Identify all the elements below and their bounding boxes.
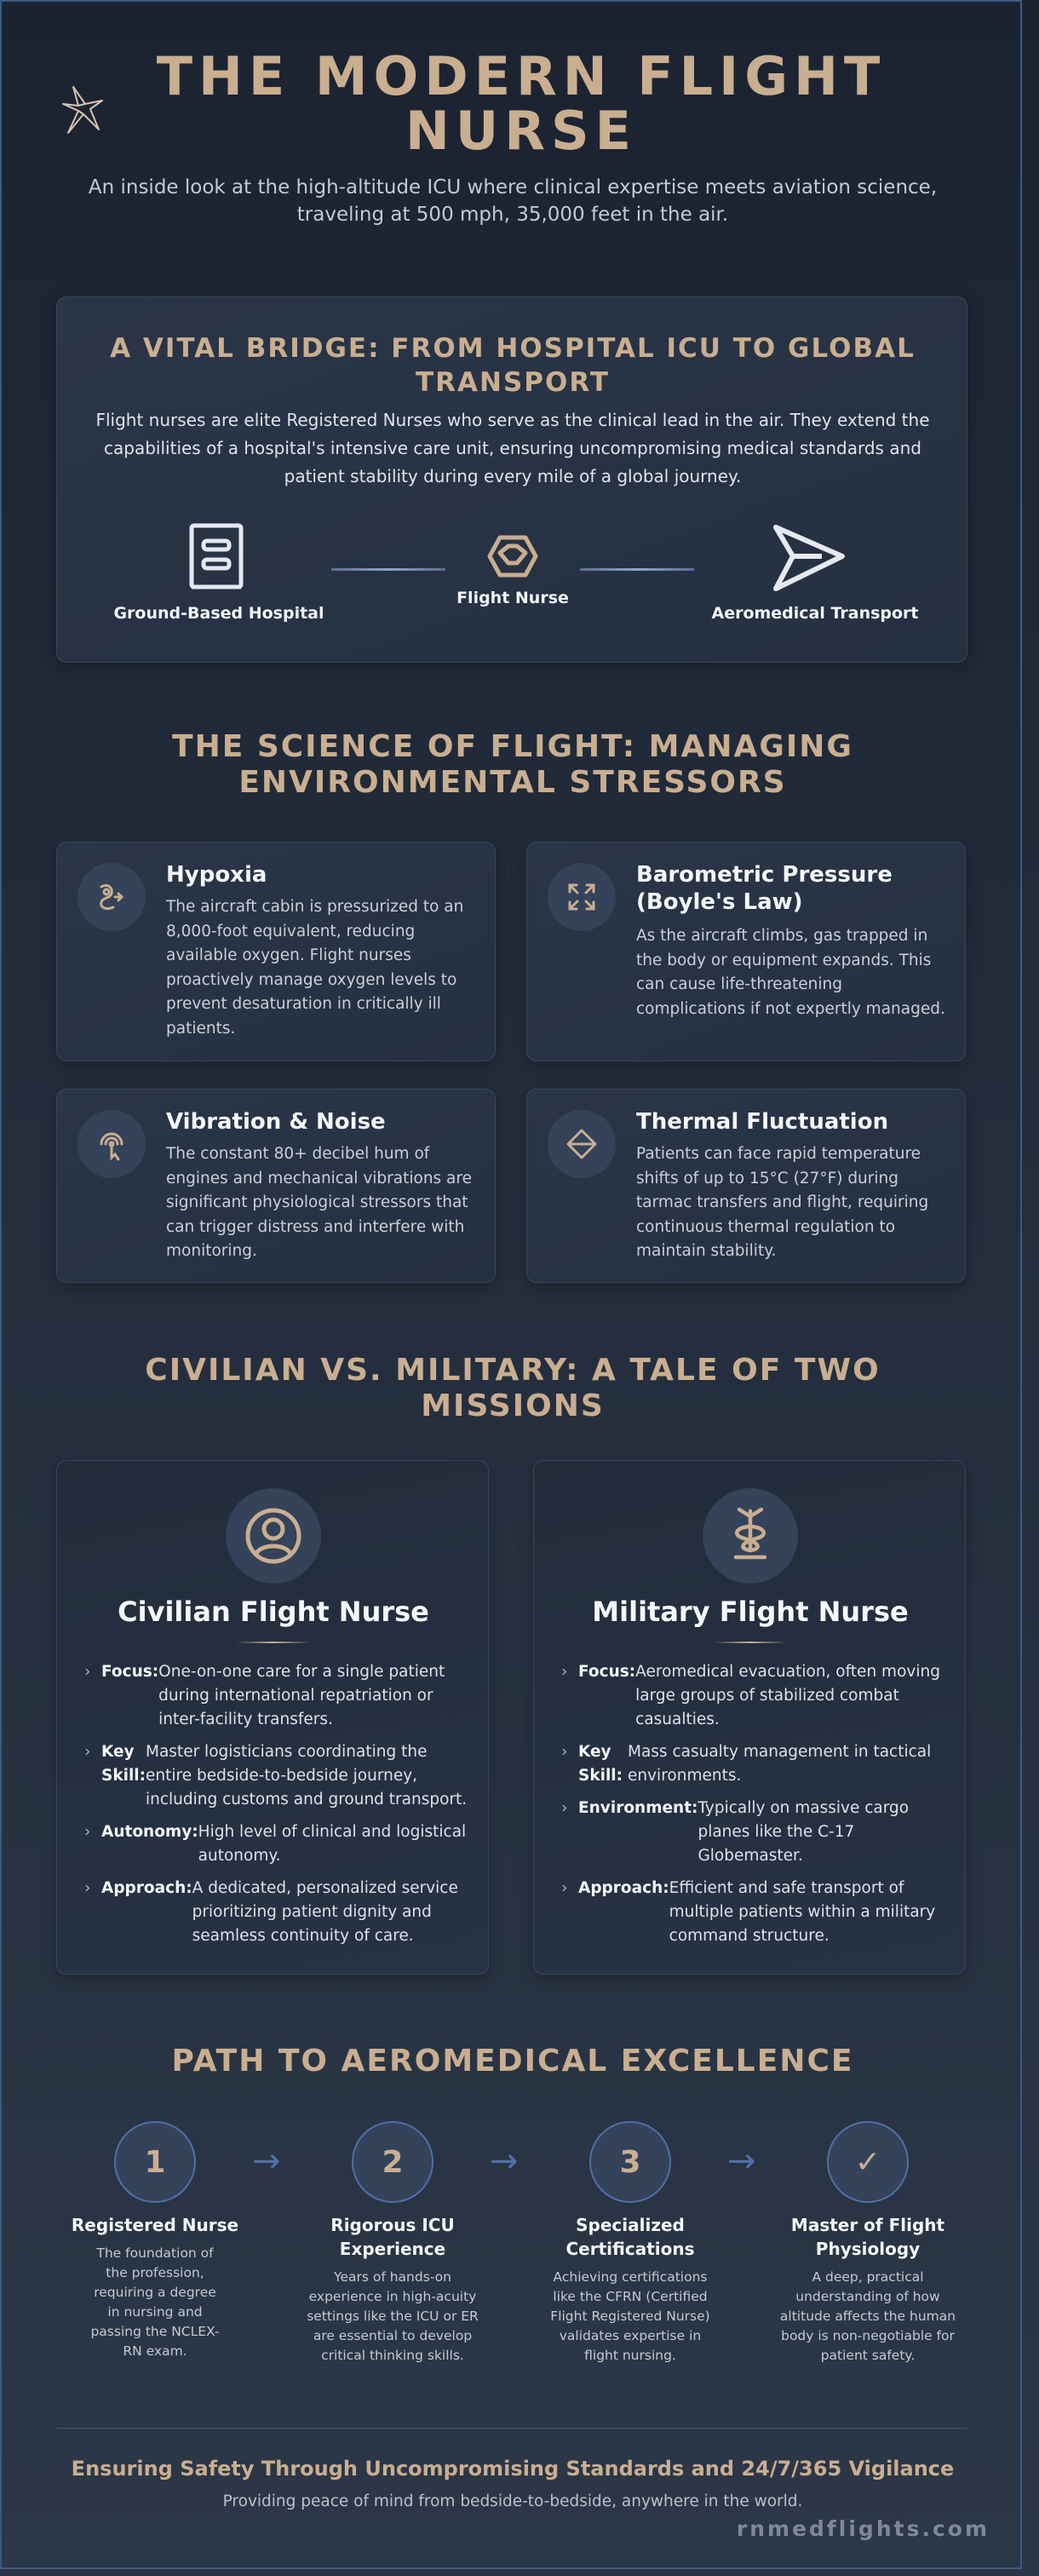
stressor-text: As the aircraft climbs, gas trapped in the body or equipment expands. This can cause life-threatening complications if not expertly managed.	[636, 927, 945, 1018]
chevron-right-icon: ›	[561, 1879, 568, 1897]
page-title: THE MODERN FLIGHT NURSE	[156, 45, 887, 162]
stressor-card-thermal	[526, 1089, 966, 1283]
footer-subtitle: Providing peace of mind from bedside-to-bedside, anywhere in the world.	[222, 2493, 803, 2510]
logo-icon	[56, 83, 106, 138]
flow-connector	[331, 568, 445, 571]
temperature-icon	[548, 1110, 616, 1178]
flow-label-nurse: Flight Nurse	[456, 589, 569, 607]
stressor-card-vibration	[56, 1089, 496, 1283]
military-card	[533, 1460, 966, 1975]
stressor-text: The aircraft cabin is pressurized to an 8,000-foot equivalent, reducing available oxygen. Flight nurses proactively manage oxygen levels to prevent desaturation in critically ill patients.	[166, 898, 464, 1038]
header	[2, 2, 1024, 257]
brand-watermark: rnmedflights.com	[736, 2516, 990, 2541]
civilian-title: Civilian Flight Nurse	[118, 1596, 429, 1628]
civilian-card	[56, 1460, 489, 1975]
plane-icon	[771, 522, 847, 594]
list-item: › Focus: One-on-one care for a single patient during international repatriation or inter-facility transfers.	[84, 1660, 476, 1732]
step-title: Rigorous ICU Experience	[330, 2215, 455, 2259]
chevron-right-icon: ›	[84, 1879, 91, 1897]
chevron-right-icon: ›	[561, 1663, 568, 1681]
footer-title: Ensuring Safety Through Uncompromising Standards and 24/7/365 Vigilance	[71, 2457, 955, 2481]
list-item: › Approach: A dedicated, personalized service prioritizing patient dignity and seamless continuity of care.	[84, 1877, 476, 1948]
arrow-right-icon: →	[252, 2142, 281, 2181]
chevron-right-icon: ›	[84, 1823, 91, 1841]
step-marker: ✓	[827, 2121, 909, 2203]
bridge-title: A VITAL BRIDGE: FROM HOSPITAL ICU TO GLOBAL TRANSPORT	[110, 333, 916, 398]
list-item: › Environment: Typically on massive cargo planes like the C-17 Globemaster.	[561, 1797, 953, 1868]
stressor-title: Hypoxia	[166, 862, 267, 888]
chevron-right-icon: ›	[84, 1743, 91, 1761]
stressor-title: Barometric Pressure (Boyle's Law)	[636, 862, 893, 915]
title-divider	[713, 1642, 788, 1643]
page-subtitle: An inside look at the high-altitude ICU where clinical expertise meets aviation science, traveling at 500 mph, 35,000 feet in the air.	[88, 176, 938, 226]
list-item: › Focus: Aeromedical evacuation, often moving large groups of stabilized combat casualties.	[561, 1660, 953, 1732]
title-divider	[236, 1642, 311, 1643]
step-title: Registered Nurse	[71, 2215, 239, 2235]
military-insignia-icon	[703, 1488, 798, 1584]
step-text: A deep, practical understanding of how altitude affects the human body is non-negotiable for patient safety.	[779, 2269, 956, 2363]
stressor-text: The constant 80+ decibel hum of engines and mechanical vibrations are significant physiological stressors that can trigger distress and interfere with monitoring.	[166, 1145, 472, 1260]
step-title: Master of Flight Physiology	[790, 2215, 945, 2259]
hospital-icon	[187, 522, 246, 590]
step-marker: 3	[589, 2121, 671, 2203]
footer-divider	[56, 2428, 967, 2429]
bridge-card	[56, 296, 967, 663]
stressor-card-barometric	[526, 842, 966, 1061]
military-title: Military Flight Nurse	[592, 1596, 909, 1628]
step-text: The foundation of the profession, requiring a degree in nursing and passing the NCLEX-RN exam.	[90, 2245, 220, 2359]
comparison-title: CIVILIAN VS. MILITARY: A TALE OF TWO MISSIONS	[145, 1353, 881, 1423]
chevron-right-icon: ›	[561, 1799, 568, 1817]
vibration-icon	[77, 1110, 146, 1178]
flow-label-transport: Aeromedical Transport	[711, 604, 919, 623]
expand-icon	[548, 863, 616, 931]
arrow-right-icon: →	[727, 2142, 756, 2181]
flow-label-hospital: Ground-Based Hospital	[113, 604, 324, 623]
list-item: › Autonomy: High level of clinical and logistical autonomy.	[84, 1820, 476, 1868]
path-title: PATH TO AEROMEDICAL EXCELLENCE	[171, 2044, 854, 2079]
arrow-right-icon: →	[490, 2142, 519, 2181]
science-title: THE SCIENCE OF FLIGHT: MANAGING ENVIRONMENTAL STRESSORS	[172, 729, 853, 800]
step-marker: 2	[352, 2121, 433, 2203]
stressor-title: Vibration & Noise	[166, 1109, 386, 1135]
list-item: › Key Skill: Mass casualty management in tactical environments.	[561, 1740, 953, 1788]
civilian-nurse-icon	[226, 1488, 321, 1584]
nurse-icon	[483, 527, 542, 582]
step-text: Years of hands-on experience in high-acuity settings like the ICU or ER are essential to develop critical thinking skills.	[307, 2269, 479, 2363]
flow-connector	[580, 568, 694, 571]
bridge-text: Flight nurses are elite Registered Nurses who serve as the clinical lead in the air. They extend the capabilities of a hospital's intensive care unit, ensuring uncompromising medical standards and patient stability during every mile of a global journey.	[95, 410, 930, 486]
lungs-icon	[77, 863, 146, 931]
stressor-text: Patients can face rapid temperature shifts of up to 15°C (27°F) during tarmac transfers and flight, requiring continuous thermal regulation to maintain stability.	[636, 1145, 929, 1260]
chevron-right-icon: ›	[84, 1663, 91, 1681]
step-marker: 1	[114, 2121, 196, 2203]
list-item: › Approach: Efficient and safe transport of multiple patients within a military command structure.	[561, 1877, 953, 1948]
stressor-card-hypoxia	[56, 842, 496, 1061]
step-title: Specialized Certifications	[565, 2215, 695, 2259]
chevron-right-icon: ›	[561, 1743, 568, 1761]
stressor-title: Thermal Fluctuation	[636, 1109, 889, 1135]
step-text: Achieving certifications like the CFRN (Certified Flight Registered Nurse) validates expertise in flight nursing.	[550, 2269, 710, 2363]
list-item: › Key Skill: Master logisticians coordinating the entire bedside-to-bedside journey, including customs and ground transport.	[84, 1740, 476, 1812]
